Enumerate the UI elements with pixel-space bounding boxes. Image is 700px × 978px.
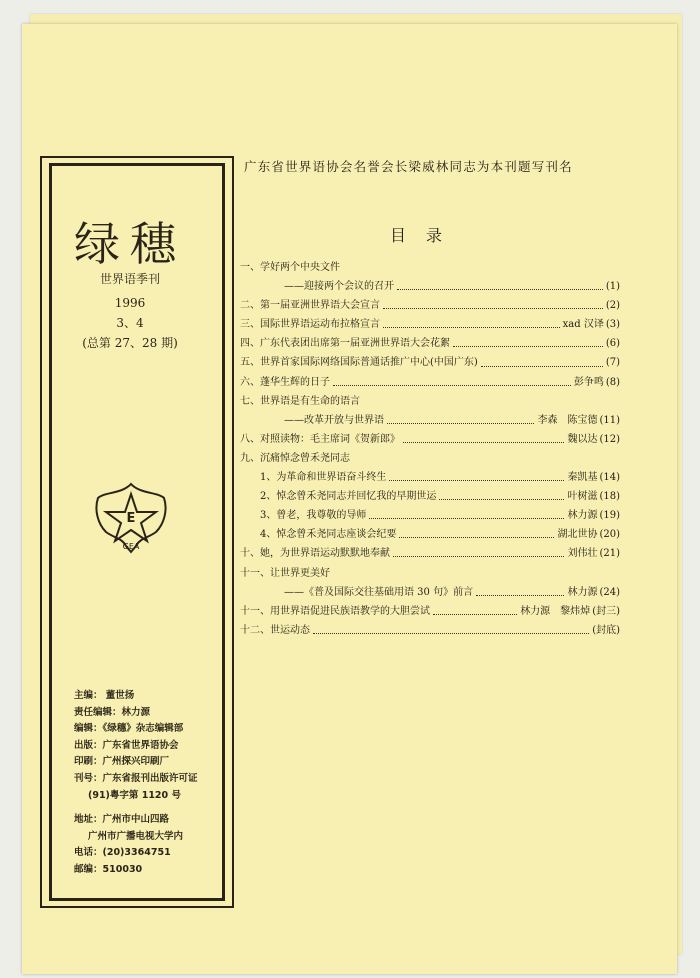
toc-entry-title: ——改革开放与世界语 bbox=[284, 414, 384, 426]
toc-entry-author: 林力源 黎炜焯 bbox=[520, 605, 591, 617]
toc-entry-title: 3、曾老，我尊敬的导师 bbox=[260, 510, 367, 522]
toc-entry-page: (21) bbox=[599, 548, 620, 560]
toc-entry-author: 秦凯基 bbox=[567, 472, 598, 484]
credit-license: 刊号：广东省报刊出版许可证 bbox=[74, 772, 198, 784]
toc-entry-page: (6) bbox=[605, 338, 620, 350]
address-line-2: 广州市广播电视大学内 bbox=[88, 830, 184, 842]
toc-entry-author: 魏以达 bbox=[567, 433, 598, 445]
toc-entry bbox=[240, 392, 620, 411]
toc-entry-page: (封三) bbox=[592, 605, 620, 617]
toc-entry-title: 2、悼念曾禾尧同志并回忆我的早期世运 bbox=[260, 491, 437, 503]
toc-entry-page: (18) bbox=[599, 491, 620, 503]
credit-editorial: 编辑：《绿穗》杂志编辑部 bbox=[74, 723, 184, 735]
toc-leader-dots bbox=[369, 510, 564, 519]
toc-entry bbox=[240, 373, 620, 392]
toc-entry-author: 湖北世协 bbox=[557, 529, 598, 541]
credit-license-number: (91)粤字第 1120 号 bbox=[88, 789, 181, 801]
toc-entry-title: 五、世界首家国际网络国际普通话推广中心(中国广东) bbox=[240, 357, 478, 369]
toc-entry bbox=[240, 506, 620, 525]
credit-printer: 印刷：广州探兴印刷厂 bbox=[74, 756, 170, 768]
credit-editor: 主编： 董世扬 bbox=[74, 690, 135, 701]
emblem-text: GEA bbox=[122, 542, 140, 551]
toc-entry bbox=[240, 334, 620, 353]
emblem-letter: E bbox=[126, 511, 136, 526]
toc-entry-title: 一、学好两个中央文件 bbox=[240, 262, 340, 273]
toc-entry bbox=[240, 583, 620, 602]
toc-entry-title: 4、悼念曾禾尧同志座谈会纪要 bbox=[260, 529, 397, 541]
toc-entry-page: (3) bbox=[605, 319, 620, 331]
toc-entry-page: (封底) bbox=[592, 624, 620, 636]
credit-publisher: 出版：广东省世界语协会 bbox=[74, 739, 179, 751]
toc-entry-title: 三、国际世界语运动布拉格宣言 bbox=[240, 319, 380, 331]
toc-leader-dots bbox=[393, 548, 564, 557]
issue-number: 3、4 bbox=[116, 316, 144, 330]
toc-entry-title: 二、第一届亚洲世界语大会宣言 bbox=[240, 300, 380, 312]
toc-entry-page: (1) bbox=[605, 281, 620, 293]
toc-entry bbox=[240, 411, 620, 430]
toc-entry-title: 十二、世运动态 bbox=[240, 624, 310, 636]
toc-entry-page: (2) bbox=[605, 300, 620, 312]
toc-entry-page: (12) bbox=[599, 433, 620, 445]
toc-entry-page: (11) bbox=[599, 414, 620, 426]
toc-entry-title: 七、世界语是有生命的语言 bbox=[240, 395, 360, 407]
toc-leader-dots bbox=[481, 358, 603, 367]
masthead-credits bbox=[74, 688, 226, 879]
address-line-1: 地址：广州市中山四路 bbox=[74, 814, 170, 826]
toc-entry-title: 十一、用世界语促进民族语教学的大胆尝试 bbox=[240, 605, 430, 617]
total-issue: (总第 27、28 期) bbox=[82, 336, 178, 350]
toc-leader-dots bbox=[387, 415, 534, 424]
toc-entry bbox=[240, 430, 620, 449]
toc-entry-author: xad 汉译 bbox=[562, 319, 604, 331]
toc-entry bbox=[240, 258, 620, 277]
toc-leader-dots bbox=[313, 625, 589, 634]
postcode: 邮编：510030 bbox=[74, 863, 143, 875]
credit-executive-editor: 责任编辑：林力源 bbox=[74, 706, 151, 718]
toc-entry-page: (14) bbox=[599, 472, 620, 484]
toc-entry bbox=[240, 564, 620, 583]
toc-entry-page: (19) bbox=[599, 510, 620, 522]
toc-entry-author: 彭争鸣 bbox=[573, 376, 604, 388]
magazine-title: 绿穗 bbox=[74, 217, 186, 271]
toc-entry-title: 十一、让世界更美好 bbox=[240, 567, 330, 579]
toc-title: 目录 bbox=[390, 226, 463, 245]
toc-entry bbox=[240, 353, 620, 372]
toc-entry-author: 刘伟壮 bbox=[567, 548, 598, 560]
toc-entry bbox=[240, 277, 620, 296]
toc-leader-dots bbox=[439, 491, 564, 500]
toc-leader-dots bbox=[433, 606, 517, 615]
toc-entry bbox=[240, 296, 620, 315]
toc-entry-author: 叶树滋 bbox=[567, 491, 598, 503]
gea-emblem-icon bbox=[92, 480, 170, 556]
toc-entry-title: ——迎接两个会议的召开 bbox=[284, 281, 394, 293]
toc-entry bbox=[240, 468, 620, 487]
toc-entry-title: 九、沉痛悼念曾禾尧同志 bbox=[240, 452, 350, 464]
toc-leader-dots bbox=[383, 319, 560, 328]
toc-entry bbox=[240, 544, 620, 563]
toc-entry-author: 林力源 bbox=[567, 586, 598, 598]
toc-entry-page: (20) bbox=[599, 529, 620, 541]
toc-entry-page: (8) bbox=[605, 376, 620, 388]
toc-entry bbox=[240, 621, 620, 640]
toc-entry-page: (24) bbox=[599, 586, 620, 598]
toc-leader-dots bbox=[333, 377, 571, 386]
phone: 电话：(20)3364751 bbox=[74, 847, 171, 859]
toc-leader-dots bbox=[453, 338, 603, 347]
toc-leader-dots bbox=[397, 281, 603, 290]
toc-entry-author: 林力源 bbox=[567, 510, 598, 522]
toc-leader-dots bbox=[399, 529, 554, 538]
toc-entry-title: 1、为革命和世界语奋斗终生 bbox=[260, 472, 387, 484]
toc-leader-dots bbox=[403, 434, 564, 443]
toc-entry-title: ——《普及国际交往基础用语 30 句》前言 bbox=[284, 586, 474, 598]
table-of-contents bbox=[240, 258, 620, 640]
toc-entry bbox=[240, 487, 620, 506]
toc-entry-page: (7) bbox=[605, 357, 620, 369]
toc-entry-title: 六、蓬华生辉的日子 bbox=[240, 376, 330, 388]
toc-entry bbox=[240, 602, 620, 621]
dedication-line: 广东省世界语协会名誉会长梁威林同志为本刊题写刊名 bbox=[244, 159, 573, 174]
toc-leader-dots bbox=[476, 587, 564, 596]
toc-entry-title: 十、她，为世界语运动默默地奉献 bbox=[240, 548, 390, 560]
toc-leader-dots bbox=[383, 300, 603, 309]
toc-leader-dots bbox=[389, 472, 564, 481]
toc-entry bbox=[240, 315, 620, 334]
magazine-subtitle: 世界语季刊 bbox=[99, 272, 160, 286]
toc-entry-title: 八、对照读物：毛主席词《贺新郎》 bbox=[240, 433, 400, 445]
toc-entry-author: 李森 陈宝德 bbox=[537, 414, 598, 426]
toc-entry bbox=[240, 525, 620, 544]
issue-year: 1996 bbox=[114, 296, 146, 310]
toc-entry-title: 四、广东代表团出席第一届亚洲世界语大会花絮 bbox=[240, 338, 450, 350]
toc-entry bbox=[240, 449, 620, 468]
